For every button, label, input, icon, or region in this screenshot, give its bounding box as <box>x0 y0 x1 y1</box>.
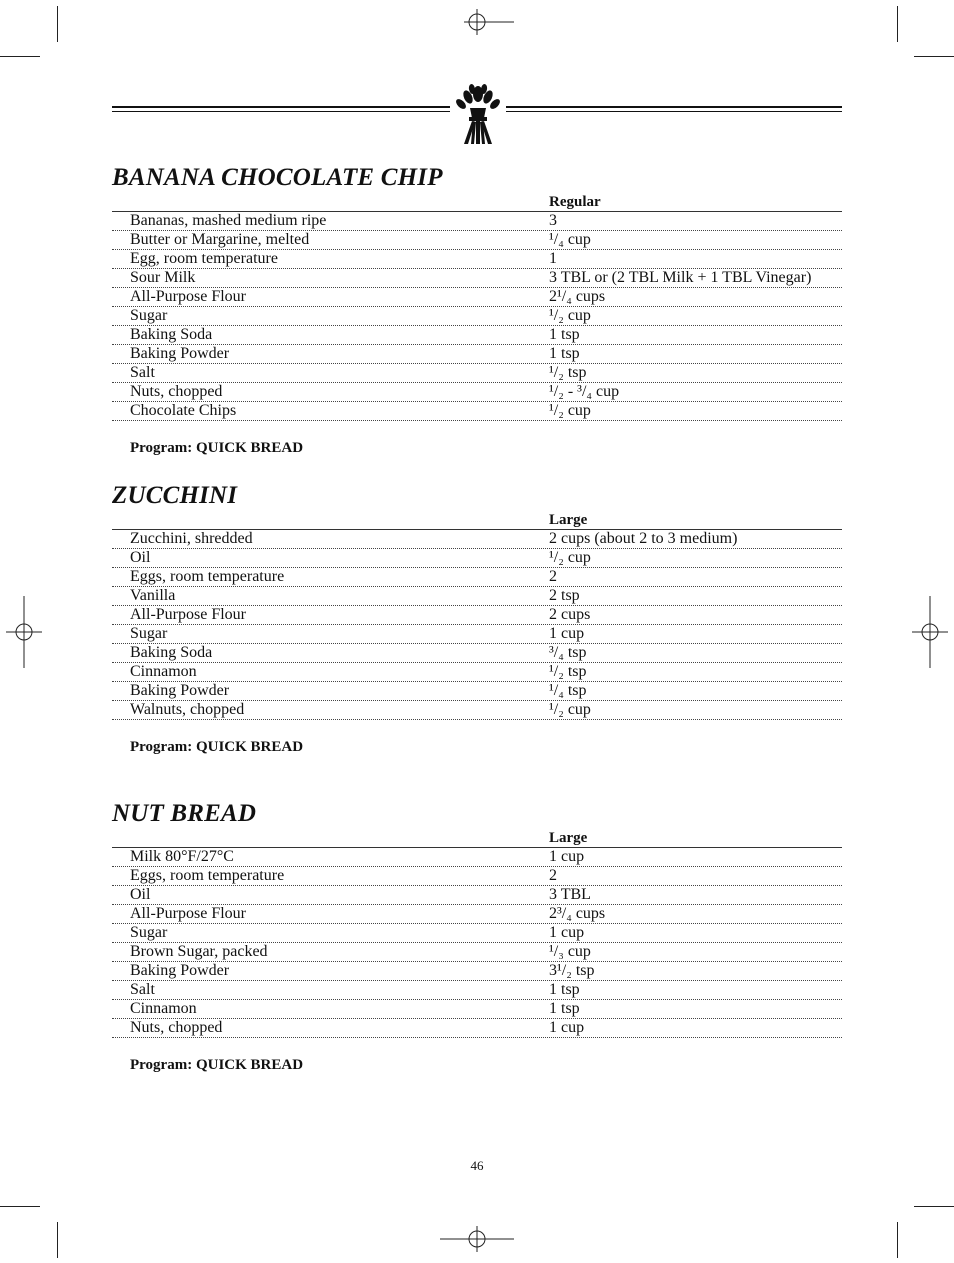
ingredient-name: Eggs, room temperature <box>130 867 285 884</box>
ingredient-name: Chocolate Chips <box>130 402 237 419</box>
recipe-title: NUT BREAD <box>112 800 257 827</box>
recipe-banana-chocolate-chip <box>112 163 842 457</box>
ingredient-row <box>112 549 842 568</box>
ingredient-amount: ³/₄ tsp <box>549 644 587 661</box>
ingredient-amount: 3 TBL or (2 TBL Milk + 1 TBL Vinegar) <box>549 269 812 286</box>
ingredient-amount: ¹/₂ tsp <box>549 663 587 680</box>
recipe-title: ZUCCHINI <box>112 482 238 509</box>
ingredient-row <box>112 701 842 720</box>
ingredient-amount: 1 <box>549 250 557 267</box>
ingredient-name: Walnuts, chopped <box>130 701 245 718</box>
ingredient-amount: 2 <box>549 568 557 585</box>
ingredient-row <box>112 606 842 625</box>
ingredient-name: Sugar <box>130 625 168 642</box>
page-number: 46 <box>470 1158 484 1173</box>
ingredient-row <box>112 402 842 421</box>
ingredient-amount: 1 tsp <box>549 326 580 343</box>
ingredient-amount: 1 tsp <box>549 981 580 998</box>
registration-mark-left <box>6 596 42 668</box>
crop-mark <box>914 1206 954 1207</box>
recipe-zucchini <box>112 481 842 756</box>
program-label: Program: QUICK BREAD <box>130 440 304 456</box>
size-column-header: Large <box>112 511 842 530</box>
ingredient-row <box>112 530 842 549</box>
ingredient-row <box>112 1000 842 1019</box>
ingredient-name: Bananas, mashed medium ripe <box>130 212 327 229</box>
ingredient-row <box>112 625 842 644</box>
crop-mark <box>914 56 954 57</box>
ingredient-name: Zucchini, shredded <box>130 530 253 547</box>
ingredient-name: Brown Sugar, packed <box>130 943 268 960</box>
ingredient-name: All-Purpose Flour <box>130 905 246 922</box>
ingredient-name: Oil <box>130 886 151 903</box>
ingredient-row <box>112 663 842 682</box>
ingredient-row <box>112 269 842 288</box>
crop-mark <box>0 56 40 57</box>
ingredient-name: Oil <box>130 549 151 566</box>
ingredient-amount: 1 cup <box>549 1019 585 1036</box>
crop-mark <box>0 1206 40 1207</box>
ingredient-name: Egg, room temperature <box>130 250 278 267</box>
ingredient-row <box>112 587 842 606</box>
ingredient-row <box>112 307 842 326</box>
ingredient-row <box>112 848 842 867</box>
ingredient-row <box>112 981 842 1000</box>
ingredient-name: Nuts, chopped <box>130 1019 223 1036</box>
ingredient-row <box>112 364 842 383</box>
crop-mark <box>897 1222 898 1258</box>
ingredient-row <box>112 568 842 587</box>
ingredient-name: Nuts, chopped <box>130 383 223 400</box>
page-header <box>112 84 842 146</box>
ingredient-amount: 3 TBL <box>549 886 591 903</box>
ingredient-name: Salt <box>130 364 155 381</box>
recipe-title: BANANA CHOCOLATE CHIP <box>112 164 443 191</box>
ingredient-name: All-Purpose Flour <box>130 288 246 305</box>
ingredient-amount: 1 tsp <box>549 1000 580 1017</box>
crop-mark <box>57 6 58 42</box>
ingredient-name: Vanilla <box>130 587 176 604</box>
registration-mark-top <box>464 9 514 35</box>
ingredient-row <box>112 962 842 981</box>
ingredient-row <box>112 212 842 231</box>
ingredient-amount: ¹/₂ - ³/₄ cup <box>549 383 620 400</box>
ingredient-row <box>112 326 842 345</box>
ingredient-amount: ¹/₄ tsp <box>549 682 587 699</box>
ingredient-row <box>112 644 842 663</box>
ingredient-amount: 2 cups <box>549 606 591 623</box>
ingredient-amount: 2³/₄ cups <box>549 905 606 922</box>
registration-mark-right <box>912 596 948 668</box>
ingredient-amount: 1 cup <box>549 924 585 941</box>
ingredient-row <box>112 345 842 364</box>
ingredient-name: Baking Soda <box>130 644 213 661</box>
recipe-nut-bread <box>112 799 842 1074</box>
ingredient-amount: 2 cups (about 2 to 3 medium) <box>549 530 738 547</box>
ingredient-amount: 1 cup <box>549 848 585 865</box>
ingredient-name: Sugar <box>130 924 168 941</box>
ingredient-row <box>112 867 842 886</box>
size-column-header: Regular <box>112 193 842 212</box>
ingredient-amount: ¹/₂ cup <box>549 402 591 419</box>
ingredient-row <box>112 943 842 962</box>
ingredient-amount: ¹/₂ cup <box>549 307 591 324</box>
ingredient-amount: ¹/₂ tsp <box>549 364 587 381</box>
ingredient-name: Cinnamon <box>130 663 197 680</box>
ingredient-name: Salt <box>130 981 155 998</box>
ingredient-amount: 2 tsp <box>549 587 580 604</box>
ingredient-name: Baking Soda <box>130 326 213 343</box>
ingredient-amount: ¹/₄ cup <box>549 231 591 248</box>
ingredient-amount: 3¹/₂ tsp <box>549 962 595 979</box>
ingredient-name: Cinnamon <box>130 1000 197 1017</box>
crop-mark <box>57 1222 58 1258</box>
crop-mark <box>897 6 898 42</box>
ingredient-name: Butter or Margarine, melted <box>130 231 310 248</box>
size-column-header: Large <box>112 829 842 848</box>
ingredient-amount: 1 cup <box>549 625 585 642</box>
ingredient-amount: 3 <box>549 212 557 229</box>
ingredient-row <box>112 886 842 905</box>
program-label: Program: QUICK BREAD <box>130 1057 304 1073</box>
ingredient-row <box>112 905 842 924</box>
ingredient-amount: 2¹/₄ cups <box>549 288 606 305</box>
ingredient-name: Milk 80°F/27°C <box>130 848 234 865</box>
ingredient-row <box>112 924 842 943</box>
ingredient-row <box>112 383 842 402</box>
ingredient-name: Baking Powder <box>130 345 230 362</box>
program-label: Program: QUICK BREAD <box>130 739 304 755</box>
ingredient-name: All-Purpose Flour <box>130 606 246 623</box>
ingredient-name: Eggs, room temperature <box>130 568 285 585</box>
ingredient-row <box>112 288 842 307</box>
ingredient-amount: ¹/₂ cup <box>549 549 591 566</box>
ingredient-name: Sour Milk <box>130 269 196 286</box>
ingredient-name: Sugar <box>130 307 168 324</box>
ingredient-amount: ¹/₃ cup <box>549 943 591 960</box>
registration-mark-bottom <box>440 1226 514 1252</box>
ingredient-row <box>112 231 842 250</box>
ingredient-amount: 1 tsp <box>549 345 580 362</box>
ingredient-amount: ¹/₂ cup <box>549 701 591 718</box>
ingredient-row <box>112 682 842 701</box>
wheat-sheaf-icon <box>450 84 506 146</box>
ingredient-amount: 2 <box>549 867 557 884</box>
ingredient-name: Baking Powder <box>130 682 230 699</box>
ingredient-row <box>112 250 842 269</box>
ingredient-row <box>112 1019 842 1038</box>
ingredient-name: Baking Powder <box>130 962 230 979</box>
